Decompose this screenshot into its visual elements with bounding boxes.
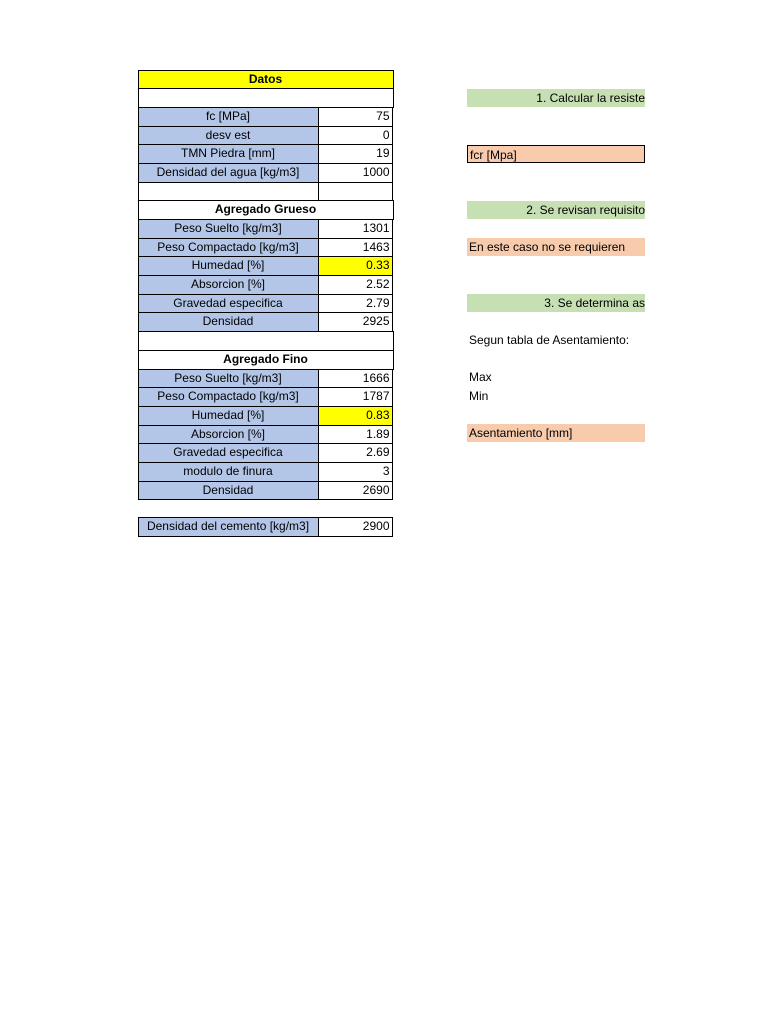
fino-peso-compactado-label[interactable]: Peso Compactado [kg/m3]: [138, 387, 319, 407]
table-row: [138, 257, 394, 276]
table-row: [138, 406, 394, 425]
desv-est-label[interactable]: desv est: [138, 126, 319, 146]
tmn-label[interactable]: TMN Piedra [mm]: [138, 144, 319, 164]
grueso-title[interactable]: Agregado Grueso: [138, 200, 394, 220]
grueso-peso-suelto-value[interactable]: 1301: [318, 219, 393, 239]
table-row: [138, 276, 394, 295]
asentamiento-label[interactable]: Asentamiento [mm]: [467, 424, 645, 442]
densidad-agua-value[interactable]: 1000: [318, 163, 393, 183]
densidad-agua-label[interactable]: Densidad del agua [kg/m3]: [138, 163, 319, 183]
step-2-header[interactable]: 2. Se revisan requisito: [467, 201, 645, 219]
grueso-densidad-label[interactable]: Densidad: [138, 312, 319, 332]
blank-cell[interactable]: [138, 88, 394, 108]
table-row: [138, 369, 394, 388]
fino-title[interactable]: Agregado Fino: [138, 350, 394, 370]
fc-label[interactable]: fc [MPa]: [138, 107, 319, 127]
table-row: [138, 313, 394, 332]
fino-absorcion-value[interactable]: 1.89: [318, 425, 393, 445]
table-row: [138, 107, 394, 126]
grueso-peso-compactado-value[interactable]: 1463: [318, 238, 393, 258]
tmn-value[interactable]: 19: [318, 144, 393, 164]
table-row: [138, 481, 394, 500]
datos-title[interactable]: Datos: [138, 70, 394, 90]
fino-modulo-finura-value[interactable]: 3: [318, 462, 393, 482]
blank-cell[interactable]: [138, 182, 319, 202]
grueso-densidad-value[interactable]: 2925: [318, 312, 393, 332]
table-row: [138, 220, 394, 239]
grueso-gravedad-value[interactable]: 2.79: [318, 294, 393, 314]
grueso-absorcion-value[interactable]: 2.52: [318, 275, 393, 295]
table-row: [138, 238, 394, 257]
table-row: [138, 163, 394, 182]
fino-humedad-label[interactable]: Humedad [%]: [138, 406, 319, 426]
table-row: [138, 425, 394, 444]
cemento-value[interactable]: 2900: [318, 517, 393, 537]
grueso-peso-suelto-label[interactable]: Peso Suelto [kg/m3]: [138, 219, 319, 239]
fino-densidad-label[interactable]: Densidad: [138, 481, 319, 501]
fino-peso-suelto-value[interactable]: 1666: [318, 369, 393, 389]
min-label[interactable]: Min: [469, 389, 489, 403]
fcr-label[interactable]: fcr [Mpa]: [467, 145, 645, 163]
fino-gravedad-label[interactable]: Gravedad especifica: [138, 443, 319, 463]
grueso-peso-compactado-label[interactable]: Peso Compactado [kg/m3]: [138, 238, 319, 258]
cemento-row: [138, 517, 392, 536]
fino-gravedad-value[interactable]: 2.69: [318, 443, 393, 463]
fino-modulo-finura-label[interactable]: modulo de finura: [138, 462, 319, 482]
datos-table: [138, 70, 394, 500]
grueso-absorcion-label[interactable]: Absorcion [%]: [138, 275, 319, 295]
requirements-note[interactable]: En este caso no se requieren: [467, 238, 645, 256]
blank-cell[interactable]: [138, 331, 394, 351]
step-1-header[interactable]: 1. Calcular la resiste: [467, 89, 645, 107]
fc-value[interactable]: 75: [318, 107, 393, 127]
table-row: [138, 294, 394, 313]
blank-cell[interactable]: [318, 182, 393, 202]
fino-humedad-value[interactable]: 0.83: [318, 406, 393, 426]
desv-est-value[interactable]: 0: [318, 126, 393, 146]
max-label[interactable]: Max: [469, 370, 492, 384]
fino-peso-compactado-value[interactable]: 1787: [318, 387, 393, 407]
table-row: [138, 388, 394, 407]
step-3-header[interactable]: 3. Se determina as: [467, 294, 645, 312]
table-row: [138, 126, 394, 145]
tabla-asentamiento-note[interactable]: Segun tabla de Asentamiento:: [469, 333, 630, 347]
fino-densidad-value[interactable]: 2690: [318, 481, 393, 501]
grueso-humedad-value[interactable]: 0.33: [318, 256, 393, 276]
grueso-gravedad-label[interactable]: Gravedad especifica: [138, 294, 319, 314]
table-row: [138, 145, 394, 164]
table-row: [138, 444, 394, 463]
fino-absorcion-label[interactable]: Absorcion [%]: [138, 425, 319, 445]
grueso-humedad-label[interactable]: Humedad [%]: [138, 256, 319, 276]
fino-peso-suelto-label[interactable]: Peso Suelto [kg/m3]: [138, 369, 319, 389]
cemento-label[interactable]: Densidad del cemento [kg/m3]: [138, 517, 319, 537]
table-row: [138, 462, 394, 481]
